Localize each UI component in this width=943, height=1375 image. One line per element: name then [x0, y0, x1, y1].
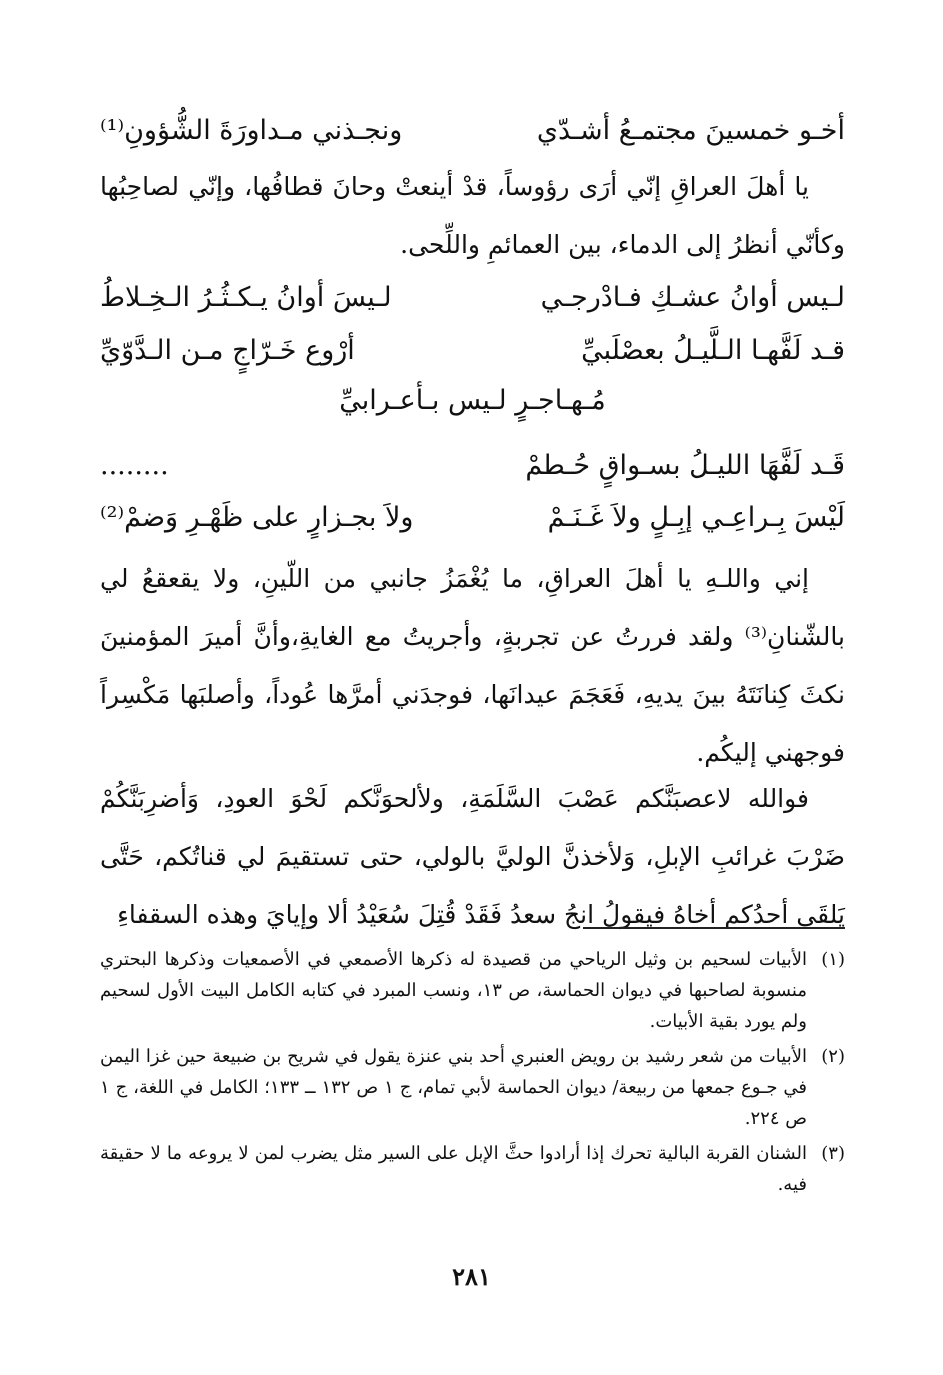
- paragraph-1: [100, 158, 845, 274]
- verse-1-first-hemistich: أخـو خمسينَ مجتمـعُ أشـدّي: [536, 114, 845, 146]
- footnote-2-number: (٢): [821, 1046, 845, 1067]
- footnote-1-text: الأبيات لسحيم بن وثيل الرياحي من قصيدة له ذكرها الأصمعي في الأصمعيات وذكرها البحتري منسوبة لصاحبها في ديوان الحماسة، ص ١٣، ونسب المبرد في كتابه الكامل البيت الأول لسحيم ولم يورد بقية الأبيات.: [100, 949, 807, 1032]
- footnote-3-number: (٣): [821, 1143, 845, 1164]
- paragraph-3: [100, 770, 845, 944]
- verse-3-first-hemistich: قـد لَفَّهـا الـلَّيـلُ بعصْلَبيِّ: [581, 334, 845, 366]
- footnotes: [100, 944, 845, 1204]
- verse-6-first-hemistich: لَيْسَ بِـراعِـي إبِـلٍ ولاَ غَـنَـمْ: [547, 501, 845, 533]
- verse-line-5: [100, 440, 845, 490]
- footnote-separator: [583, 927, 845, 929]
- verse-6-second-hemistich: ولاَ بجـزارٍ على ظَهْـرِ وَضمْ⁽²⁾: [100, 501, 414, 533]
- paragraph-2: [100, 550, 845, 782]
- footnote-3: [100, 1138, 845, 1200]
- paragraph-1-text: يا أهلَ العراقِ إنّي أرَى رؤوساً، قدْ أينعتْ وحانَ قطافُها، وإنّي لصاحِبُها وكأنّي أنظرُ إلى الدماء، بين العمائمِ واللِّحى.: [100, 172, 845, 259]
- footnote-3-text: الشنان القربة البالية تحرك إذا أرادوا حثَّ الإبل على السير مثل يضرب لمن لا يروعه ما لا حقيقة فيه.: [100, 1143, 807, 1195]
- paragraph-3-text: فوالله لاعصبَنَّكم عَصْبَ السَّلَمَةِ، ولألحوَنَّكم لَحْوَ العودِ، وَأضرِبَنَّكُمْ ضَرْبَ غرائبِ الإبلِ، وَلأخذنَّ الوليَّ بالولي، حتى تستقيمَ لي قناتُكم، حَتَّى يَلقَى أحدُكم أخاهُ فيقولُ انجُ سعدُ فَقَدْ قُتِلَ سُعَيْدُ ألا وإيايَ وهذه السقفاءِ: [100, 784, 845, 929]
- verse-5-ellipsis: ........: [100, 449, 169, 481]
- footnote-2-text: الأبيات من شعر رشيد بن رويض العنبري أحد بني عنزة يقول في شريح بن ضبيعة حين غزا اليمن في جـوع جمعها من ربيعة/ ديوان الحماسة لأبي تمام، ج ١ ص ١٣٢ ــ ١٣٣؛ الكامل في اللغة، ج ١ ص ٢٢٤.: [100, 1046, 807, 1129]
- footnote-1: [100, 944, 845, 1037]
- verse-line-3: [100, 325, 845, 375]
- paragraph-2-text: إني واللـهِ يا أهلَ العراقِ، ما يُغْمَزُ جانبي من اللّينِ، ولا يقعقعُ لي بالشّنانِ⁽³⁾ ولقد فررتُ عن تجربةٍ، وأجريتُ مع الغايةِ،وأنَّ أميرَ المؤمنينَ نكثَ كِنانَتَهُ بينَ يديهِ، فَعَجَمَ عيدانَها، فوجدَني أمرَّها عُوداً، وأصلبَها مَكْسِراً فوجهني إليكُم.: [100, 564, 845, 767]
- verse-line-1: [100, 105, 845, 155]
- verse-line-6: [100, 492, 845, 542]
- verse-3-second-hemistich: أرْوع خَـرّاجٍ مـن الـدَّوّيِّ: [100, 334, 355, 366]
- page-number: ٢٨١: [452, 1262, 491, 1291]
- verse-5-first-hemistich: قَـد لَفَّهَا الليـلُ بسـواقٍ حُـطمْ: [525, 449, 845, 481]
- verse-1-second-hemistich: ونجـذني مـداورَةَ الشُّؤونِ⁽¹⁾: [100, 114, 403, 146]
- verse-line-4: مُـهـاجـرٍ لـيس بـأعـرابيِّ: [339, 385, 606, 416]
- footnote-2: [100, 1041, 845, 1134]
- verse-2-first-hemistich: لـيس أوانُ عشـكِ فـادْرجـي: [540, 281, 845, 313]
- verse-2-second-hemistich: لـيسَ أوانُ يـكـثُـرُ الـخِـلاطُ: [100, 281, 392, 313]
- footnote-1-number: (١): [821, 949, 845, 970]
- verse-line-2: [100, 272, 845, 322]
